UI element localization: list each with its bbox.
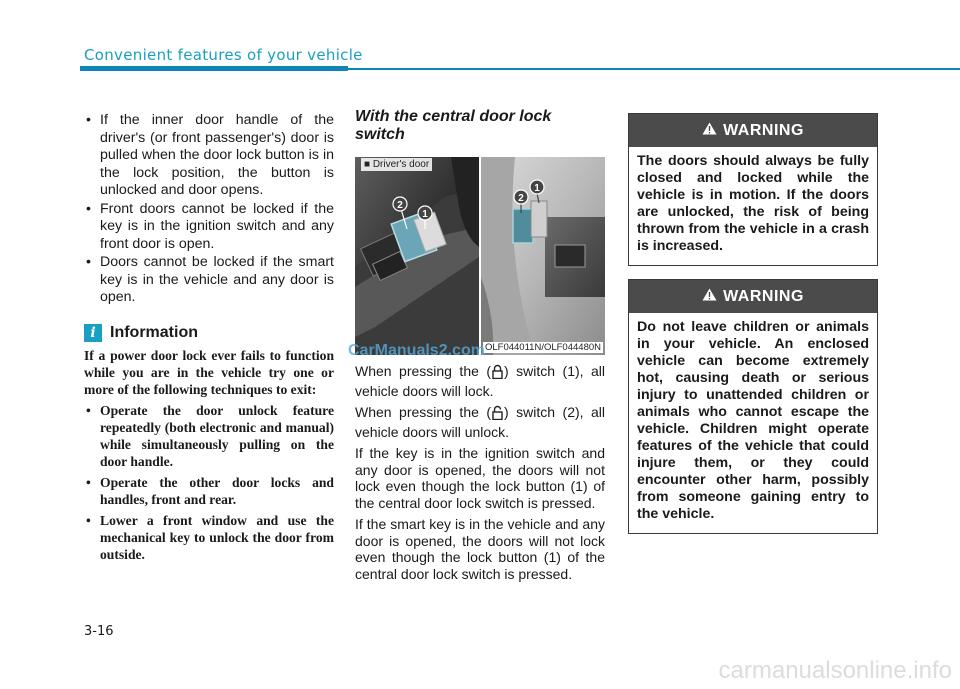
callout-label: 1 [422, 209, 428, 220]
middle-column [355, 108, 605, 144]
warning-text: Do not leave children or animals in your vehicle. An enclosed vehicle can become extremely hot, causing death or serious injury to unattended children or animals who cannot escape the vehicle. Children might operate features of the vehicle that could injure them, or they could encounter other harm, possibly from someone gaining entry to the vehicle. [637, 319, 869, 522]
warning-header [629, 280, 877, 313]
paragraph: When pressing the ( ) switch (2), all vehicle doors will unlock. [355, 404, 605, 440]
lock-icon [492, 364, 503, 383]
door-switch-figure [355, 157, 605, 355]
door-switch-illustration [355, 157, 605, 355]
bullet-item: • Doors cannot be locked if the smart key is in the vehicle and any door is open. [86, 254, 334, 305]
warning-label: WARNING [723, 287, 804, 305]
information-item: • Operate the door unlock feature repeatedly (both electronic and manual) while simultaneously pulling on the door handle. [86, 402, 334, 469]
subheading: With the central door lock switch [355, 108, 552, 143]
warning-triangle-icon [702, 288, 717, 306]
callout-label: 2 [518, 193, 524, 204]
information-item: • Lower a front window and use the mechanical key to unlock the door from outside. [86, 512, 334, 562]
information-header [84, 324, 334, 342]
callout-label: 1 [534, 183, 540, 194]
paragraph: When pressing the ( ) switch (1), all vehicle doors will lock. [355, 363, 605, 399]
warning-triangle-icon [702, 122, 717, 140]
middle-body [355, 363, 605, 587]
bullet-item: • If the inner door handle of the driver's (or front passenger's) door is pulled when the door lock button is in the lock position, the button is unlocked and door opens. [86, 112, 334, 198]
figure-code: OLF044011N/OLF044480N [484, 342, 601, 353]
information-item: • Operate the other door locks and handles, front and rear. [86, 474, 334, 507]
information-title: Information [110, 323, 198, 341]
page-number: 3-16 [84, 624, 114, 639]
information-icon: i [84, 324, 102, 342]
callout-label: 2 [397, 200, 403, 211]
header-rule-thick [80, 66, 348, 71]
warning-box [628, 279, 878, 534]
section-title: Convenient features of your vehicle [84, 46, 363, 64]
warning-label: WARNING [723, 121, 804, 139]
warning-box [628, 113, 878, 266]
paragraph: If the smart key is in the vehicle and any door is opened, the doors will not lock even though the lock button (1) of the central door lock switch is pressed. [355, 516, 605, 582]
warning-header [629, 114, 877, 147]
warning-text: The doors should always be fully closed and locked while the vehicle is in motion. If the doors are unlocked, the risk of being thrown from the vehicle in a crash is increased. [637, 153, 869, 254]
watermark-text: CarManuals2.com [348, 342, 485, 359]
left-column [84, 112, 334, 563]
bullet-item: • Front doors cannot be locked if the key is in the ignition switch and any front door is open. [86, 200, 334, 252]
paragraph: If the key is in the ignition switch and any door is opened, the doors will not lock even though the lock button (1) of the central door lock switch is pressed. [355, 445, 605, 511]
figure-caption: ■ Driver's door [361, 158, 432, 171]
site-watermark: carmanualsonline.info [718, 657, 952, 684]
information-intro: If a power door lock ever fails to function while you are in the vehicle try one or more of the following techniques to exit: [84, 347, 334, 397]
unlock-icon [492, 405, 503, 424]
header-rule-thin [348, 68, 960, 70]
